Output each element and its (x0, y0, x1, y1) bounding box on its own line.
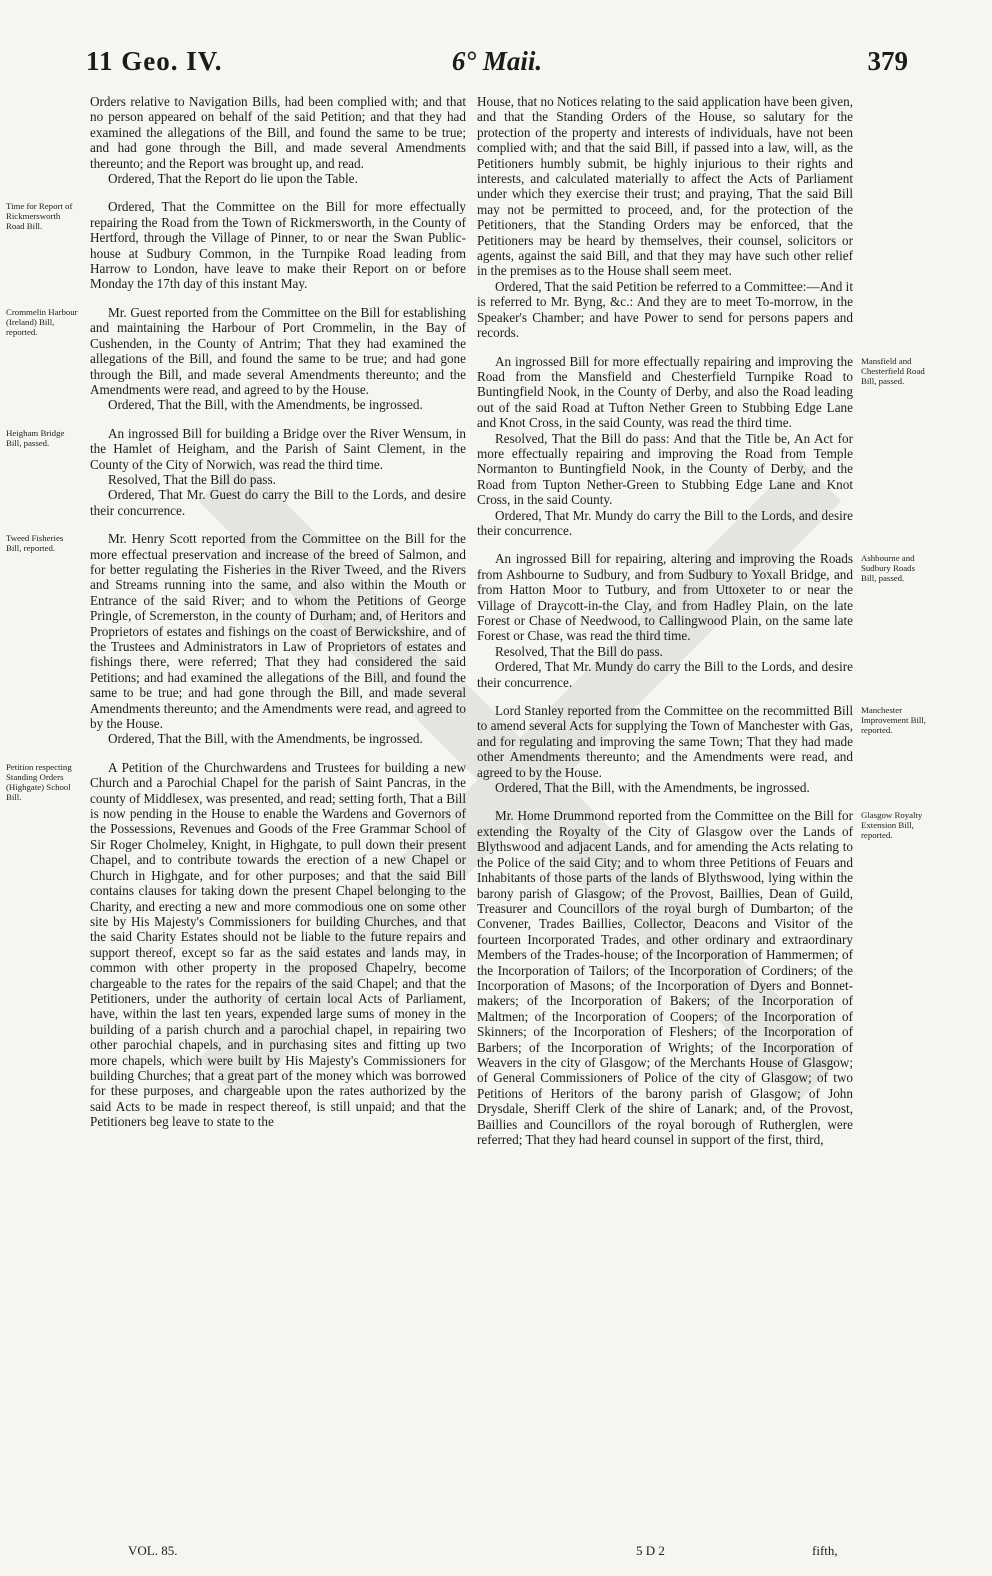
entry-paragraph: Ordered, That Mr. Mundy do carry the Bill to the Lords, and desire their concurrence. (477, 659, 853, 690)
entry-paragraph: Orders relative to Navigation Bills, had been complied with; and that no person appeared on behalf of the said Petition; and that they had examined the allegations of the Bill, and found the same to be true; and had gone through the Bill, and made several Amendments thereunto; and the Report was brought up, and read. (90, 94, 466, 171)
regnal-year: 11 Geo. IV. (86, 46, 223, 76)
journal-entry (6, 199, 466, 292)
entry-paragraph: An ingrossed Bill for repairing, altering and improving the Roads from Ashbourne to Sudbury, and from Sudbury to Yoxall Bridge, and from Hatton Moor to Tutbury, and from Uttoxeter to or near the Village of Draycott-in-the Clay, and from Hadley Plain, on the late Forest or Chase of Needwood, to Callingwood Plain, on the same late Forest or Chase, was read the third time. (477, 551, 853, 644)
entry-paragraph: House, that no Notices relating to the said application have been given, and that the Standing Orders of the House, so salutary for the protection of the property and interests of individuals, have not been complied with; and that the said Bill, if passed into a law, will, as the Petitioners humbly submit, be highly injurious to their rights and interests, and calculated materially to affect the Acts of Parliament under which they exercise their trust; and praying, That the said Bill may not be permitted to proceed, and, for the protection of the Petitioners, that the Standing Orders may be enforced, that the Petitioners may be heard by themselves, their counsel, solicitors or agents, against the said Bill, and that they may have such other relief in the premises as to the House shall seem meet. (477, 94, 853, 279)
right-column (477, 94, 926, 1160)
entry-paragraph: Mr. Home Drummond reported from the Committee on the Bill for extending the Royalty of the City of Glasgow over the Lands of Blythswood and adjacent Lands, and for amending the Acts relating to the Police of the said City; and to whom three Petitions of Feuars and Inhabitants of those parts of the lands of Blythswood, lying within the barony parish of Glasgow; of the Provost, Baillies, Dean of Guild, Treasurer and Councillors of the royal burgh of Dumbarton; of the Convener, Trades Baillies, Collector, Deacons and Visitor of the fourteen Incorporated Trades, and other ordinary and extraordinary Members of the Trades-house; of the Incorporation of Hammermen; of the Incorporation of Tailors; of the Incorporation of Cordiners; of the Incorporation of Masons; of the Incorporation of Dyers and Bonnet-makers; of the Incorporation of Bakers; of the Incorporation of Maltmen; of the Incorporation of Coopers; of the Incorporation of Skinners; of the Incorporation of Fleshers; of the Incorporation of Barbers; of the Incorporation of Wrights; of the Incorporation of Weavers in the city of Glasgow; of the Merchants House of Glasgow; of General Commissioners of Police of the city of Glasgow; of two Petitions of Heritors of the barony parish of Glasgow; of John Drysdale, Sheriff Clerk of the shire of Lanark; and, of the Provost, Baillies and Councillors of the royal borough of Rutherglen, were referred; That they had heard counsel in support of the first, third, (477, 808, 853, 1147)
entry-paragraph: Ordered, That the Bill, with the Amendments, be ingrossed. (495, 780, 810, 796)
catchword: fifth, (812, 1543, 838, 1558)
journal-entry (477, 808, 923, 1147)
journal-entry (6, 531, 466, 747)
entry-paragraph: Ordered, That the Bill, with the Amendments, be ingrossed. (108, 397, 423, 413)
entry-paragraph: Ordered, That the Report do lie upon the Table. (108, 171, 358, 187)
entry-paragraph: Resolved, That the Bill do pass. (108, 471, 276, 487)
margin-note: Mansfield and Chesterfield Road Bill, passed. (861, 355, 925, 386)
entry-paragraph: Ordered, That Mr. Mundy do carry the Bill to the Lords, and desire their concurrence. (477, 507, 853, 538)
entry-paragraph: Mr. Henry Scott reported from the Committee on the Bill for the more effectual preservation and increase of the breed of Salmon, and for better regulating the Fisheries in the River Tweed, and the Rivers and Streams running into the same, and also within the Mouth or Entrance of the said River; and to whom the Petitions of George Pringle, of Scremerston, in the county of Durham; and, of Heritors and Proprietors of estates and fishings on the coast of Berwickshire, and of the Trustees and Administrators in Law of Proprietors of estates and fishings there, were referred; That they had considered the said Petitions; and had examined the allegations of the Bill, and found the same to be true; and had gone through the Bill, and made several Amendments thereunto; and the Amendments were read, and agreed to by the House. (90, 531, 466, 732)
margin-note: Petition respecting Standing Orders (Highgate) School Bill. (6, 761, 72, 802)
journal-entry (6, 759, 466, 1130)
entry-paragraph: Ordered, That the Bill, with the Amendments, be ingrossed. (108, 731, 423, 747)
volume-number: VOL. 85. (128, 1543, 178, 1558)
left-column (6, 94, 466, 1143)
journal-entry (6, 304, 466, 413)
margin-note: Glasgow Royalty Extension Bill, reported. (861, 810, 923, 841)
journal-entry (6, 425, 466, 518)
entry-paragraph: Ordered, That Mr. Guest do carry the Bill to the Lords, and desire their concurrence. (90, 487, 466, 518)
journal-entry (477, 551, 916, 690)
entry-paragraph: Resolved, That the Bill do pass. (495, 643, 663, 659)
margin-note: Tweed Fisheries Bill, reported. (6, 533, 64, 554)
signature-mark: 5 D 2 (636, 1543, 665, 1558)
entry-paragraph: Resolved, That the Bill do pass: And that the Title be, An Act for more effectually repairing and improving the Road from Temple Normanton to Buntingfield Nook, in the County of Derby, and the Road from Tupton Nether-Green to Stubbing Edge Lane and Knot Cross, in the said County. (477, 430, 853, 508)
page-header (86, 46, 908, 90)
margin-note: Ashbourne and Sudbury Roads Bill, passed. (861, 553, 916, 584)
journal-entry (90, 94, 466, 186)
entry-paragraph: An ingrossed Bill for building a Bridge over the River Wensum, in the Hamlet of Heigham, and the Parish of Saint Clement, in the County of the City of Norwich, was read the third time. (90, 425, 466, 472)
entry-paragraph: Ordered, That the said Petition be referred to a Committee:—And it is referred to Mr. Byng, &c.: And they are to meet To-morrow, in the Speaker's Chamber; and have Power to send for persons papers and records. (477, 278, 853, 341)
margin-note: Time for Report of Rickmersworth Road Bill. (6, 201, 73, 232)
margin-note: Crommelin Harbour (Ireland) Bill, reported. (6, 306, 78, 337)
margin-note: Manchester Improvement Bill, reported. (861, 705, 926, 736)
journal-entry (477, 353, 925, 539)
margin-note: Heigham Bridge Bill, passed. (6, 427, 65, 448)
journal-entry (477, 703, 926, 796)
entry-paragraph: Mr. Guest reported from the Committee on the Bill for establishing and maintaining the Harbour of Port Crommelin, in the Bay of Cushenden, in the County of Antrim; That they had examined the allegations of the Bill, and found the same to be true; and had gone through the Bill, and made several Amendments thereunto; and the Amendments were read, and agreed to by the House. (90, 304, 466, 397)
entry-paragraph: Lord Stanley reported from the Committee on the recommitted Bill to amend several Acts for supplying the Town of Manchester with Gas, and for regulating and improving the same Town; That they had made other Amendments thereunto; and the Amendments were read, and agreed to by the House. (477, 703, 853, 780)
sitting-date: 6° Maii. (451, 46, 543, 76)
entry-paragraph: Ordered, That the Committee on the Bill for more effectually repairing the Road from the Town of Rickmersworth, in the County of Hertford, through the Village of Pinner, to or near the Swan Public-house at Sudbury Common, in the Turnpike Road leading from Harrow to London, have leave to make their Report on or before Monday the 17th day of this instant May. (90, 199, 466, 292)
page-number: 379 (867, 46, 908, 76)
entry-paragraph: An ingrossed Bill for more effectually repairing and improving the Road from the Mansfield and Chesterfield Turnpike Road to Buntingfield Nook, in the County of Derby, and also the Road leading out of the said Road at Tufton Nether Green to Stubbing Edge Lane and Knot Cross, in the said County, was read the third time. (477, 353, 853, 431)
journal-entry (477, 94, 853, 341)
entry-paragraph: A Petition of the Churchwardens and Trustees for building a new Church and a Parochial Chapel for the parish of Saint Pancras, in the county of Middlesex, was presented, and read; setting forth, That a Bill is now pending in the House to enable the Wardens and Governors of the Possessions, Revenues and Goods of the Free Grammar School of Sir Roger Cholmeley, Knight, in Highgate, to pull down their present Chapel, and to contribute towards the erection of a new Chapel or Church in Highgate, and for other purposes; and that the said Bill contains clauses for taking down the present Chapel belonging to the Charity, and erecting a new and more commodious one on some other site by His Majesty's Commissioners for building Churches, and that the said Charity Estates should not be liable to the future repairs and support thereof, except so far as the said estates and lands may, in common with other property in the proposed Chapelry, become chargeable to the rates for the repairs of the said Chapel; and that the Petitioners, under the authority of certain local Acts of Parliament, have, within the last ten years, expended large sums of money in the building of a parish church and a parochial chapel, in repairing two other parochial chapels, and in purchasing sites and fitting up two more chapels, which were built by His Majesty's Commissioners for building Churches; that a great part of the money which was borrowed for these purposes, and chargeable upon the rates authorized by the said Acts to be made in respect thereof, is still unpaid; and that the Petitioners beg leave to state to the (90, 759, 466, 1130)
